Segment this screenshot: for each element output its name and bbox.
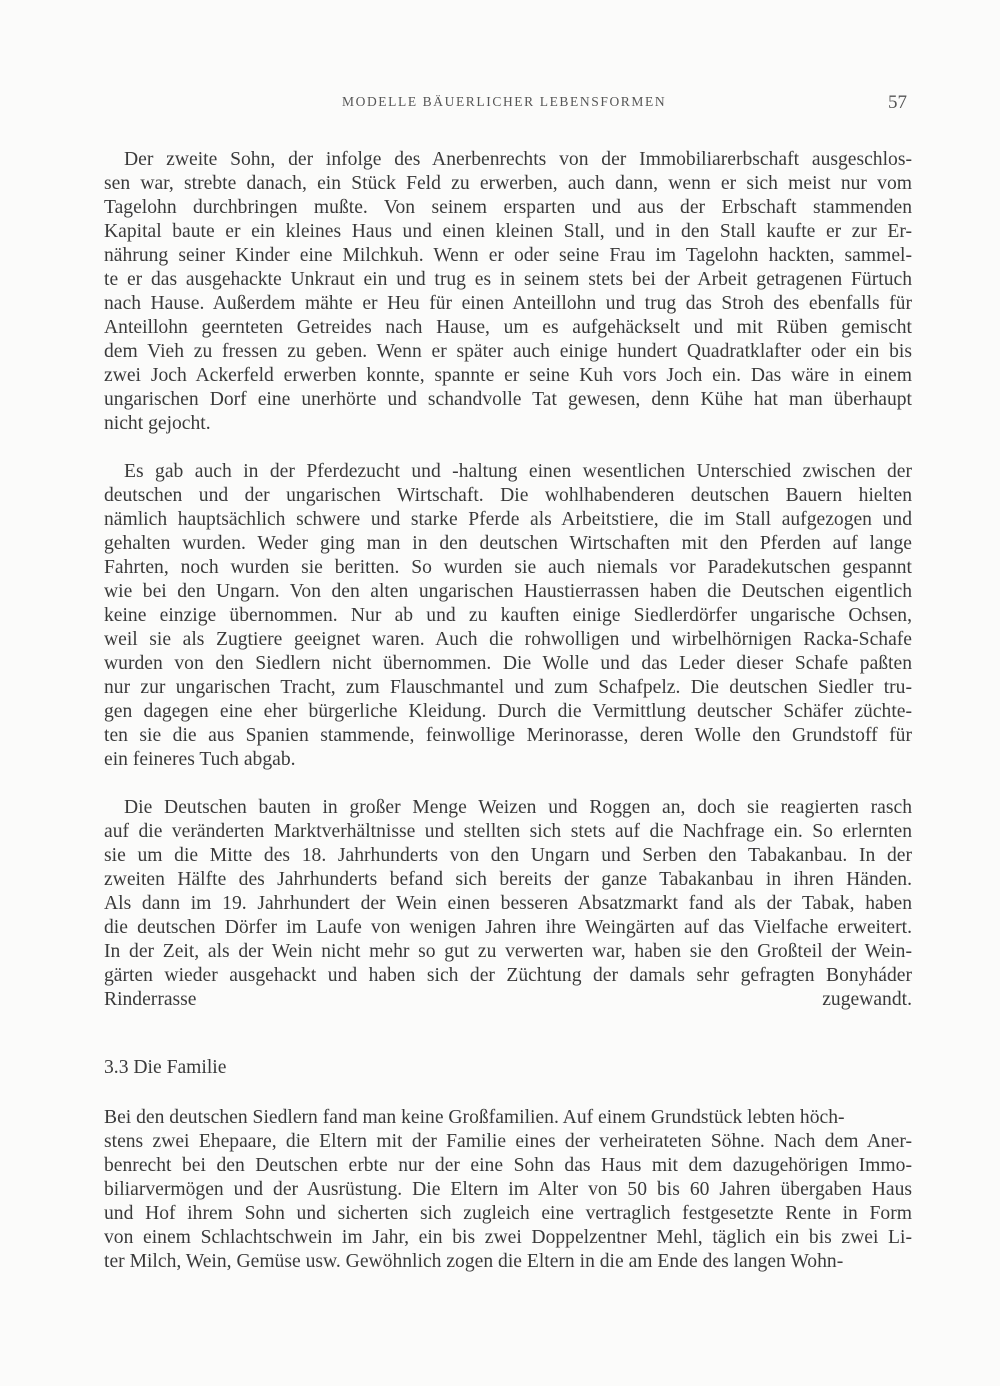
text-line: gehalten wurden. Weder ging man in den deutschen Wirtschaften mit den Pferden auf lange (104, 533, 912, 554)
text-line: Fahrten, noch wurden sie beritten. So wurden sie auch niemals vor Paradekutschen gespannt (104, 557, 912, 578)
text-line: Als dann im 19. Jahrhundert der Wein einen besseren Absatzmarkt fand als der Tabak, haben (104, 893, 912, 914)
text-line: keine einzige übernommen. Nur ab und zu kauften einige Siedlerdörfer ungarische Ochsen, (104, 605, 912, 626)
text-line: zwei Joch Ackerfeld erwerben konnte, spannte er seine Kuh vors Joch ein. Das wäre in einem (104, 365, 912, 386)
text-line: stens zwei Ehepaare, die Eltern mit der Familie eines der verheirateten Söhne. Nach dem Aner- (104, 1131, 912, 1152)
running-title: MODELLE BÄUERLICHER LEBENSFORMEN (342, 94, 667, 109)
text-line: ter Milch, Wein, Gemüse usw. Gewöhnlich zogen die Eltern in die am Ende des langen Wohn- (104, 1251, 844, 1272)
text-line: wurden von den Siedlern nicht übernommen. Die Wolle und das Leder dieser Schafe paßten (104, 653, 912, 674)
text-line: die deutschen Dörfer im Laufe von wenigen Jahren ihre Weingärten auf das Vielfache erweitert. (104, 917, 912, 938)
text-line: deutschen und der ungarischen Wirtschaft. Die wohlhabenderen deutschen Bauern hielten (104, 485, 912, 506)
text-line: nicht gejocht. (104, 413, 211, 434)
text-line: Der zweite Sohn, der infolge des Anerbenrechts von der Immobiliarerbschaft ausgeschlos- (124, 149, 912, 170)
text-line: sie um die Mitte des 18. Jahrhunderts von den Ungarn und Serben den Tabakanbau. In der (104, 845, 912, 866)
text-line: biliarvermögen und der Ausrüstung. Die Eltern im Alter von 50 bis 60 Jahren übergaben Haus (104, 1179, 912, 1200)
text-line: te er das ausgehackte Unkraut ein und trug es in seinem stets bei der Arbeit getragenen Fürtuch (104, 269, 912, 290)
text-line: dem Vieh zu fressen zu geben. Wenn er später auch einige hundert Quadratklafter oder ein bis (104, 341, 912, 362)
section-heading: 3.3 Die Familie (104, 1057, 227, 1078)
text-line: gärten wieder ausgehackt und haben sich der Züchtung der damals sehr gefragten Bonyháder (104, 965, 912, 986)
text-line: nämlich hauptsächlich schwere und starke Pferde als Arbeitstiere, die im Stall aufgezogen und (104, 509, 912, 530)
text-line: auf die veränderten Marktverhältnisse und stellten sich stets auf die Nachfrage ein. So erlernten (104, 821, 912, 842)
text-line: und Hof ihrem Sohn und sicherten sich zugleich eine vertraglich festgesetzte Rente in Form (104, 1203, 912, 1224)
page-number: 57 (888, 92, 907, 113)
text-line: Die Deutschen bauten in großer Menge Weizen und Roggen an, doch sie reagierten rasch (124, 797, 912, 818)
text-line: ungarischen Dorf eine unerhörte und schandvolle Tat gewesen, denn Kühe hat man überhaupt (104, 389, 912, 410)
text-line: ein feineres Tuch abgab. (104, 749, 296, 770)
text-line: Anteillohn geernteten Getreides nach Hause, um es aufgehäckselt und mit Rüben gemischt (104, 317, 912, 338)
text-line: Bei den deutschen Siedlern fand man keine Großfamilien. Auf einem Grundstück lebten höch- (104, 1107, 845, 1128)
text-line: von einem Schlachtschwein im Jahr, ein bis zwei Doppelzentner Mehl, täglich ein bis zwei Li- (104, 1227, 912, 1248)
text-line: nur zur ungarischen Tracht, zum Flauschmantel und zum Schafpelz. Die deutschen Siedler tru- (104, 677, 912, 698)
text-line: wie bei den Ungarn. Von den alten ungarischen Haustierrassen haben die Deutschen eigentlich (104, 581, 912, 602)
text-line: ten sie die aus Spanien stammende, feinwollige Merinorasse, deren Wolle den Grundstoff für (104, 725, 912, 746)
text-line: Es gab auch in der Pferdezucht und -haltung einen wesentlichen Unterschied zwischen der (124, 461, 912, 482)
text-line: zweiten Hälfte des Jahrhunderts befand sich bereits der ganze Tabakanbau in ihren Händen. (104, 869, 912, 890)
text-line: Kapital baute er ein kleines Haus und einen kleinen Stall, und in den Stall kaufte er zur Er- (104, 221, 912, 242)
text-line: nährung seiner Kinder eine Milchkuh. Wenn er oder seine Frau im Tagelohn hackten, sammel- (104, 245, 912, 266)
text-line: benrecht bei den Deutschen erbte nur der eine Sohn das Haus mit dem dazugehörigen Immo- (104, 1155, 912, 1176)
text-line: nach Hause. Außerdem mähte er Heu für einen Anteillohn und trug das Stroh des ebenfalls für (104, 293, 912, 314)
text-line: sen war, strebte danach, ein Stück Feld zu erwerben, auch dann, wenn er sich meist nur vom (104, 173, 912, 194)
text-line: weil sie als Zugtiere geeignet waren. Auch die rohwolligen und wirbelhörnigen Racka-Schafe (104, 629, 912, 650)
text-line: gen dagegen eine eher bürgerliche Kleidung. Durch die Vermittlung deutscher Schäfer züchte- (104, 701, 912, 722)
text-line: Rinderrasse zugewandt. (104, 989, 912, 1010)
text-line: Tagelohn durchbringen mußte. Von seinem ersparten und aus der Erbschaft stammenden (104, 197, 912, 218)
text-line: In der Zeit, als der Wein nicht mehr so gut zu verwerten war, haben sie den Großteil der Wein- (104, 941, 912, 962)
